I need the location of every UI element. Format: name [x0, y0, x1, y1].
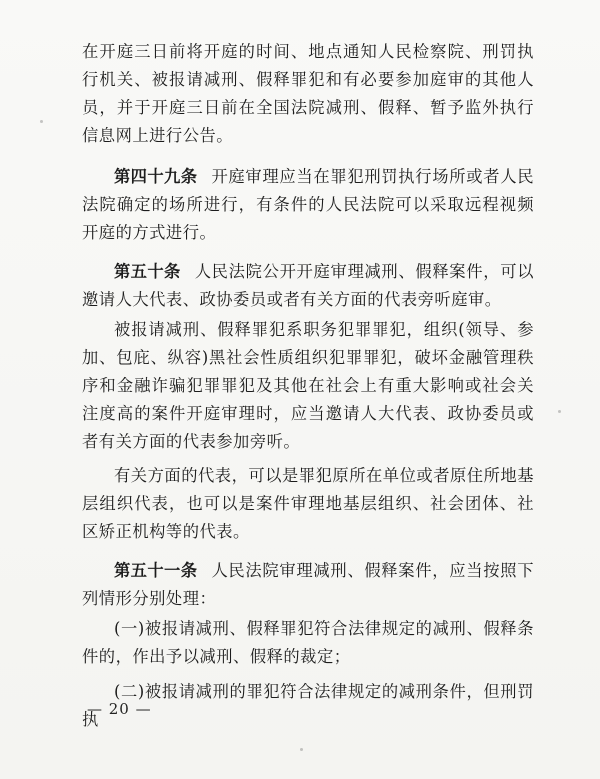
paragraph-text: 被报请减刑、假释罪犯系职务犯罪罪犯，组织(领导、参加、包庇、纵容)黑社会性质组织犯罪罪犯，破坏金融管理秩序和金融诈骗犯罪罪犯及其他在社会上有重大影响或社会关注度高的案件开庭审理时，应当邀请人大代表、政协委员或者有关方面的代表参加旁听。: [82, 320, 534, 451]
article-51: [82, 557, 534, 613]
scan-speck: [558, 410, 561, 413]
clause-1: [82, 615, 534, 671]
paragraph-text: 人民法院公开开庭审理减刑、假释案件，可以邀请人大代表、政协委员或者有关方面的代表旁听庭审。: [82, 262, 534, 309]
scan-speck: [40, 120, 43, 123]
paragraph-text: (一)被报请减刑、假释罪犯符合法律规定的减刑、假释条件的，作出予以减刑、假释的裁定；: [82, 619, 534, 666]
article-number: 第四十九条: [114, 167, 198, 186]
paragraph-text: 开庭审理应当在罪犯刑罚执行场所或者人民法院确定的场所进行，有条件的人民法院可以采取远程视频开庭的方式进行。: [82, 167, 534, 242]
paragraph-representatives: [82, 462, 534, 546]
paragraph-text: (二)被报请减刑的罪犯符合法律规定的减刑条件，但刑罚执: [82, 682, 534, 729]
article-number: 第五十一条: [114, 561, 198, 580]
article-49: [82, 163, 534, 247]
paragraph-text: 有关方面的代表，可以是罪犯原所在单位或者原住所地基层组织代表，也可以是案件审理地基层组织、社会团体、社区矫正机构等的代表。: [82, 466, 534, 541]
article-number: 第五十条: [114, 262, 181, 281]
page-number: — 20 —: [87, 700, 152, 718]
scan-speck: [300, 748, 303, 751]
paragraph-attendees: [82, 316, 534, 456]
article-50: [82, 258, 534, 314]
paragraph-text: 人民法院审理减刑、假释案件，应当按照下列情形分别处理：: [82, 561, 534, 608]
paragraph-continuation: [82, 38, 534, 150]
paragraph-text: 在开庭三日前将开庭的时间、地点通知人民检察院、刑罚执行机关、被报请减刑、假释罪犯和有必要参加庭审的其他人员，并于开庭三日前在全国法院减刑、假释、暂予监外执行信息网上进行公告。: [82, 42, 534, 145]
